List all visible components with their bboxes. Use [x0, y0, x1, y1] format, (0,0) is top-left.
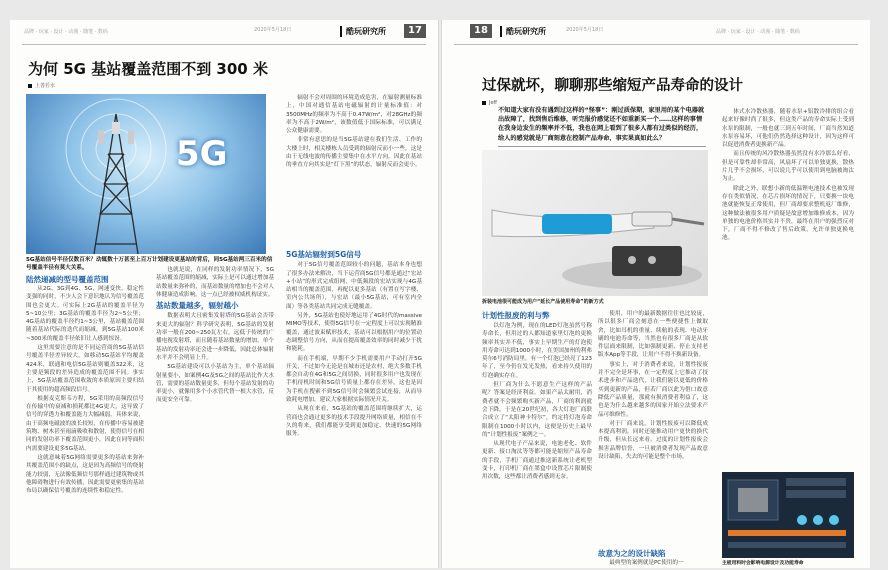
left-page	[10, 20, 438, 568]
article-author: 上善若水	[28, 82, 55, 89]
paragraph: 根据麦克斯韦方程，5G采用的高频段信号在传输中的衰减和损耗都比4G更大，这导致了信号的穿透力和覆盖能力大幅减弱。具体来说，由于高频电磁波的波长较短，在传播中容易被建筑物、树木甚至雨滴吸收和散射，使得信号在相同的发射功率下覆盖范围更小，因此在同等面积内需要建设更多5G基站。	[26, 395, 144, 452]
paragraph: 也就是说，在同样的发射功率情况下，5G基站覆盖范围的缩减，实际上是可以通过增加基站数量来弥补的，而基站数量的增加也不会对人体健康造成影响，这一点已经被权威机构证实。	[156, 267, 274, 298]
section-heading-5g-signal: 5G基站辐射到5G信号	[286, 250, 362, 259]
header-rule	[454, 44, 858, 45]
paragraph: 辐射不会对周围的环境造成危害，在辐射测量标准上，中国对通信基站电磁辐射的计量标准值：对3500MHz的频率为不高于0.47W/m²，对28GHz的频率为不高于2W/m²，该数值低于国际标准，可以满足公众健康需要。	[286, 95, 422, 135]
paragraph: 对于厂商来说，计划性报废可以降低成本提高利润，同时还能推动用户更快的换代升级，但从长远来看，过度的计划性报废会损害品牌信誉，一旦被消费者发现产品故意设计缺陷，失去的可能是整个市场。	[598, 420, 708, 461]
header-date: 2020年5月18日	[566, 27, 604, 33]
left-column-3	[286, 248, 422, 562]
page-number: 18	[470, 24, 492, 38]
5g-tower-photo	[26, 94, 266, 254]
header-section: 品牌 · 玩家 · 设计 · 动漫 · 随笔 · 数码	[24, 29, 108, 35]
article-title: 过保就坏，聊聊那些缩短产品寿命的设计	[482, 78, 743, 94]
section-heading-coverage: 陆然递减的型号覆盖范围	[26, 275, 109, 284]
header-brand: 酷玩研究所	[340, 26, 386, 37]
motherboard-illustration	[722, 472, 854, 558]
right-column-1	[482, 322, 592, 562]
left-column-2	[156, 266, 274, 562]
paragraph: 而且传统的风冷散热器虽然没有水冷那么好看，但是可靠性却非常高，风扇坏了可以单独更换，散热片几乎不会损坏，可以说几乎可以使用到电脑被淘汰为止。	[722, 151, 854, 183]
right-column-3	[722, 108, 854, 468]
paragraph: 对于5G信号覆盖范围较小的问题，基站本身也想了很多办法来解决，当下运营商5G信号都是通过“宏站+小站”的形式完成组网，中低频段的宏站实现与4G基站相当的覆盖范围，再配以更多基站（有置在写字楼、室内公共场所），与宏站（最小5G基站，可有室内全面）等各类基站共同完成无缝覆盖。	[286, 262, 422, 310]
article-author: Jeff	[482, 100, 497, 106]
section-heading-planned-obsolescence: 计划性报废的利与弊	[482, 311, 550, 320]
left-column-3-top	[286, 94, 422, 244]
section-heading-design-flaws: 故意为之的设计缺陷	[598, 549, 666, 558]
paragraph: 这就意味着5G网络需要更多的基站来弥补其覆盖范围小的缺点，这是因为高频信号的绕射能力较弱，无法像低频信号那样通过建筑物或其他障碍物进行有效传播，因此需要更密集的基站布局以确保信号覆盖的连续性和稳定性。	[26, 454, 144, 495]
right-column-2-tail	[598, 559, 708, 568]
left-column-1	[26, 285, 144, 561]
header-rule	[22, 44, 426, 45]
paragraph: 使用，用户的最新数据往往也比较庞，所以很多厂商会刻意在一些便捷性上做取舍，比如耳机的重量、续航的表现、电动牙刷的电池寿命等，当然也有很多厂商是从软件层面来限制，比如强制更新、停止支持老版本App等手段，让用户不得不换新设备。	[598, 311, 708, 359]
section-heading-radiation: 基站数量越多，辐射越小	[156, 301, 239, 311]
header-brand: 酷玩研究所	[500, 26, 546, 37]
paragraph: 数据表明大且密集发射塔的5G基站会否带来更大的辐射？科学研究表明，5G基站的发射功率一般在200~250瓦左右，远低于传统的广播电视发射塔，而且随着基站数量的增加，单个基站的发射功率还会进一步降低，因此总体辐射水平并不会明显上升。	[156, 313, 274, 361]
paragraph: 最典型的案例就是PC使用的一	[609, 560, 684, 566]
paragraph: 以灯泡为例，现在的LED灯泡虽然号称寿命长，但用过的人都知道家里灯泡的更换频率其实并不低，事实上早期生产的灯泡使用寿命可达到1000小时，在美国加州的利弗莫尔6号消防局里，有一个灯泡已经亮了123年了，至今仍在发光发热，看来持久使用的灯泡确实存在。	[482, 323, 592, 379]
page-number: 17	[404, 24, 426, 38]
header-section: 品牌 · 玩家 · 设计 · 动漫 · 随笔 · 数码	[716, 29, 800, 35]
photo2-caption: 主板用料时会影响电源设计及功能寿命	[722, 561, 804, 566]
paragraph: 从2G、3G到4G、5G，网速变快，稳定性变强的同时，不少人会下意识地认为信号覆盖范围也会更大。可实际上2G基站的覆盖半径为5~10公里；3G基站的覆盖半径为2~5公里；4G基站的覆盖半径约1~3公里，基站覆盖范围随着基站代际的迭代而缩减，到5G基站100米~300米的覆盖半径依旧让人感到惊讶。	[26, 286, 144, 342]
paragraph: 从现代电子产品来说，电池老化、软件更新、接口淘汰等等都可能是缩短产品寿命的手段，手机厂商通过推送新系统让老机型变卡，打印机厂商在墨盒中设置芯片限制使用次数，这些都让消费者感到无奈。	[482, 441, 592, 481]
paragraph: 事实上，对于消费者来说，计划性报废并不完全是坏事，在一定程度上它推动了技术进步和产品迭代，让我们能以更低的价格买到更新的产品，但若厂商以此为借口故意降低产品质量，那就有损消费者利益了，这也是为什么越来越多的国家开始立法要求产品可维修性。	[598, 361, 708, 418]
paragraph: 而在手机端，早期不少手机需要用户手动打开5G开关，不过如今无论是在城市还是农村，绝大多数手机都会自动在4G和5G之间切换，同时很多用户也发现在手机待机时间和5G信号质量上都存在差异，这也是因为手机在搜索不到5G信号时会频繁尝试连接，从而导致耗电增加，建议大家根据实际情况开关。	[286, 355, 422, 404]
paragraph: 体式水冷散热器，随着水泵+铝散冷排的组合看起来好像时尚了很多，但这类产品的寿命实际上受到水泵的限制，一般也就三到五年时间，厂商当然知道水泵容易坏，可他们仍然选择这种设计，因为这样可以促进消费者更换新产品。	[722, 109, 854, 149]
soldering-photo	[482, 150, 708, 296]
paragraph: 从现在来看，5G基站的覆盖范围将继续扩大，运营商也会通过更多的技术手段提升网络质量，相信在不久的将来，我们都能享受到更加稳定、快速的5G网络服务。	[286, 406, 422, 438]
paragraph: 除此之外，联想小新的低温锂电池技术也被发现存在类似情况，在芯片损坏的情况下，只要换一块电池就能恢复正常使用，但厂商却要求整机返厂维修，这种做法被很多用户质疑是故意增加维修成本，因为单独的电池价格其实并不贵，最终在用户的强烈反对下，厂商不得不修改了售后政策，允许单独更换电池。	[722, 185, 854, 242]
motherboard-photo	[722, 472, 854, 558]
article-lead: 不知道大家有没有遇到过这样的“怪事”：刚过质保期，家里用的某个电器就出故障了，找到售后维修，听完报价感觉还不如重新买一个……这样的事情在我身边发生的频率并不低，我也在网上看到了很多人都有过类似的经历，给人的感觉就是厂商刻意在控制产品寿命，事实果真如此么？	[498, 106, 706, 147]
right-page	[442, 20, 870, 568]
paragraph: 5G基站建设可以小基站为主，单个基站辐射量要小，如案例4G及5G之间的基站比作大水管，需要的基站数量更多，但每个基站发射的功率更小，就像用多个小水管代替一根大水管，反而更安全可靠。	[156, 364, 274, 404]
soldering-illustration	[482, 150, 708, 296]
paragraph: 非常有意思的是当5G基站建在我们生活、工作的大楼上时，相关楼栋人员受到的辐射反而小一些，这是由于无线电波的传播主要集中在水平方向，因此在基站的垂直方向其实是“灯下黑”的状态，辐射反而会更小。	[286, 137, 422, 169]
right-column-2	[598, 310, 708, 546]
5g-overlay-text: 5G	[176, 134, 228, 174]
image-caption: 5G基站信号半径仅数百米？动辄数十万甚至上百万计划建设更基站的背后，同5G基站两三百米的信号覆盖半径有莫大关系。	[26, 257, 273, 271]
paragraph: 但厂商为什么不愿意生产这样的产品呢？答案是经济利益。如果产品太耐用，消费者就不会频繁购买新产品，厂商的利润就会下降。于是在20世纪初，各大灯泡厂商联合成立了“太阳神卡特尔”，约定将灯泡寿命限制在1000小时以内，这便是历史上最早的“计划性报废”案例之一。	[482, 382, 592, 438]
photo1-caption: 拆装电池很可能成为用户“延长产品使用寿命”的新方式	[482, 299, 604, 305]
paragraph: 这里需要注意的是不同运营商的5G基站信号覆盖半径差异较大。如移动5G基站平均覆盖424米，联通和电信5G基站则覆盖322米，这主要是频段的差异造成的覆盖范围不同。事实上，5G基站覆盖范围收敛的本质原因主要归结于其使用的超高频段信号。	[26, 345, 144, 393]
tower-illustration	[26, 94, 266, 254]
article-title: 为何 5G 基站覆盖范围不到 300 米	[28, 60, 268, 78]
paragraph: 另外，5G基站也使好地运用了4G时代的massive MIMO等技术，使得5G信号在一定程度上可以实现精准覆盖，通过波束赋形技术，基站可以根据用户的位置动态调整信号方向，从而在提高覆盖效率的同时减少干扰和能耗。	[286, 313, 422, 353]
header-date: 2020年5月18日	[254, 27, 292, 33]
